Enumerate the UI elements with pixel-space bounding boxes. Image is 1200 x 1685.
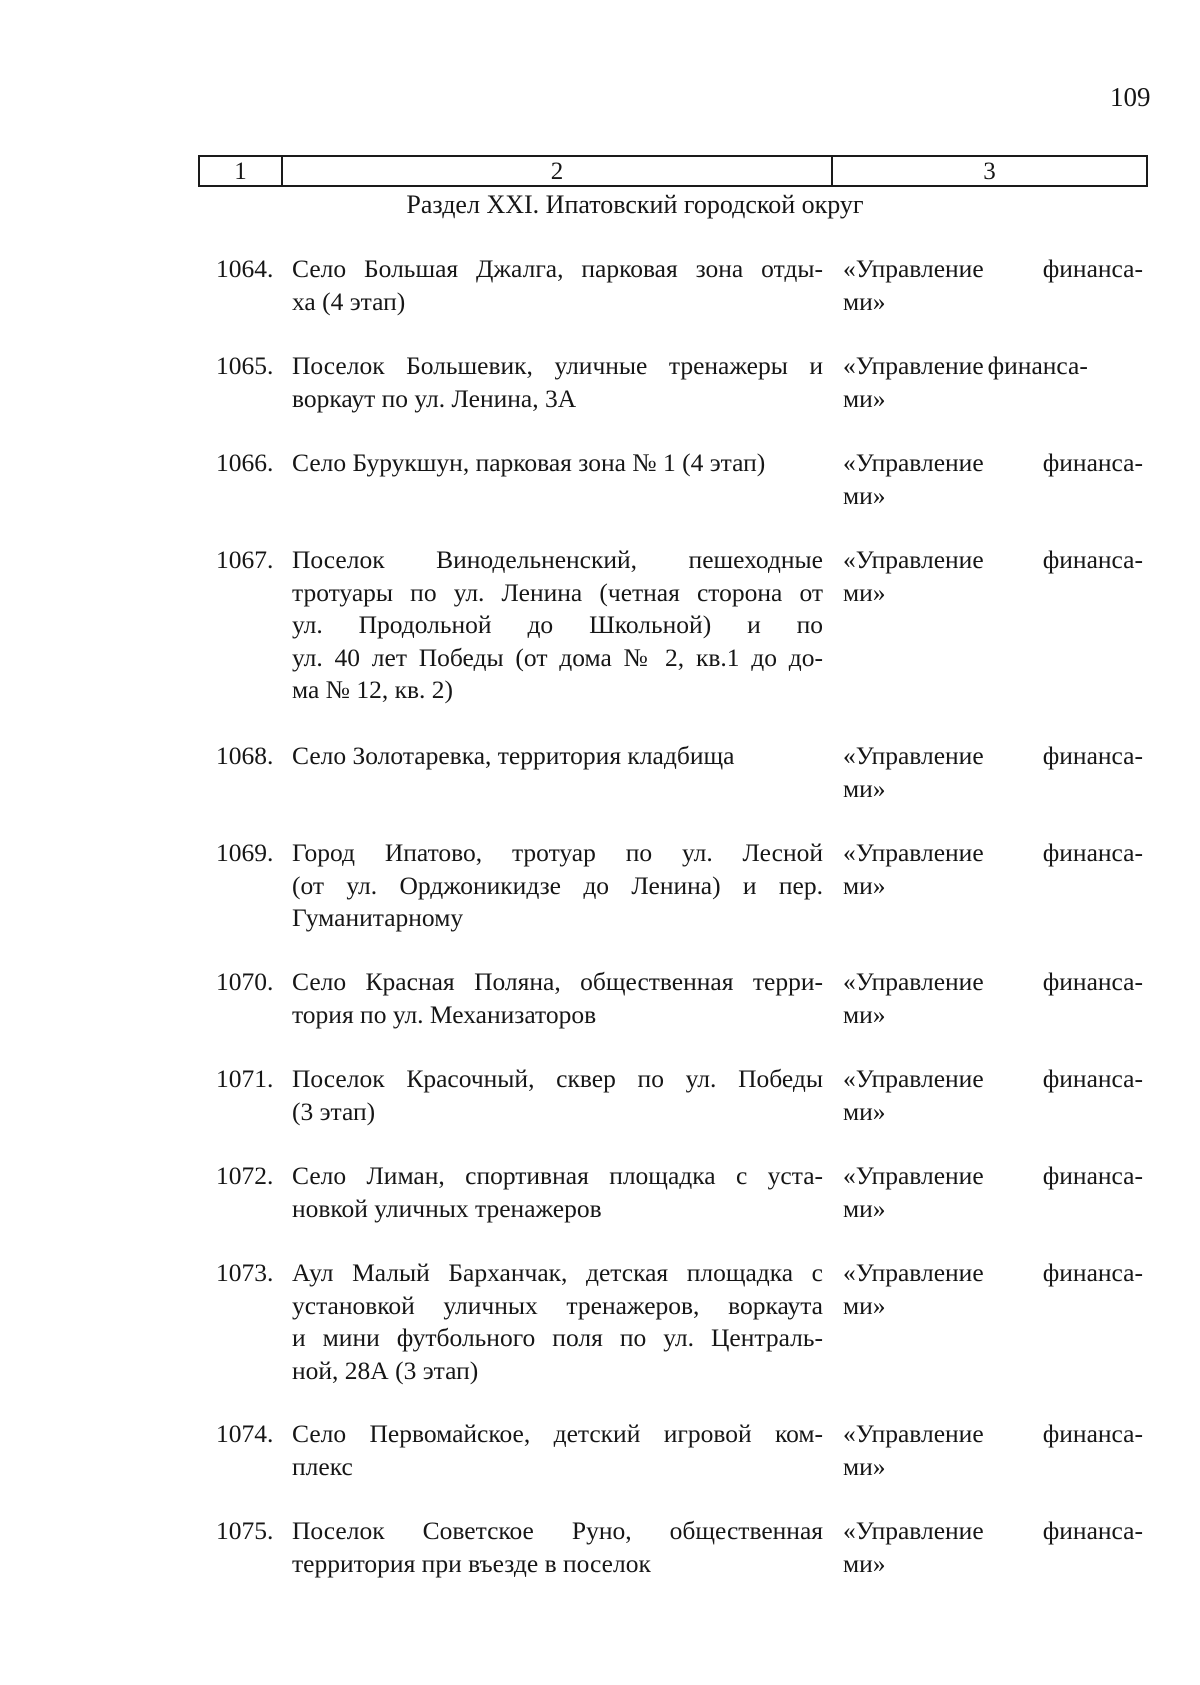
authority-part: ми» [843, 1451, 886, 1481]
authority-part: ми» [843, 1548, 886, 1578]
authority-part: финанса- [1042, 448, 1143, 477]
row-authority [843, 1160, 1143, 1225]
row-number: 1071. [216, 1064, 274, 1093]
authority-part: финанса- [1042, 1064, 1143, 1093]
description-line: Село Золотаревка, территория кладбища [292, 741, 735, 770]
description-line: Село Бурукшун, парковая зона № 1 (4 этап) [292, 448, 766, 477]
authority-part: «Управление [843, 1064, 984, 1093]
authority-part: «Управление [843, 254, 984, 283]
authority-part: финанса- [1042, 1419, 1143, 1448]
row-description [292, 740, 823, 773]
column-header-table [198, 155, 1148, 187]
row-description [292, 1515, 823, 1580]
description-line: Поселок Большевик, уличные тренажеры и [292, 351, 823, 380]
authority-part: финанса- [1042, 967, 1143, 996]
row-number: 1073. [216, 1258, 274, 1287]
authority-part: «Управление [843, 448, 984, 477]
description-line: ха (4 этап) [292, 286, 406, 316]
authority-part: ми» [843, 1290, 886, 1320]
row-number: 1064. [216, 254, 274, 283]
row-description [292, 253, 823, 318]
authority-part: «Управление [843, 1161, 984, 1190]
row-description [292, 447, 823, 480]
description-line: ул. Продольной до Школьной) и по [292, 610, 823, 639]
row-authority [843, 253, 1143, 318]
authority-part: финанса- [1042, 741, 1143, 770]
description-line: новкой уличных тренажеров [292, 1193, 602, 1223]
authority-part: «Управление [843, 351, 984, 380]
description-line: Село Лиман, спортивная площадка с уста- [292, 1161, 823, 1190]
row-description [292, 1418, 823, 1483]
row-number: 1072. [216, 1161, 274, 1190]
authority-part: ми» [843, 577, 886, 607]
description-line: Поселок Винодельненский, пешеходные [292, 545, 823, 574]
authority-part: «Управление [843, 545, 984, 574]
authority-part: ми» [843, 480, 886, 510]
description-line: Город Ипатово, тротуар по ул. Лесной [292, 838, 823, 867]
page-number: 109 [1110, 82, 1151, 112]
column-header-1: 1 [200, 157, 283, 185]
authority-part: «Управление [843, 838, 984, 867]
row-number: 1066. [216, 448, 274, 477]
description-line: ма № 12, кв. 2) [292, 675, 454, 704]
authority-part: ми» [843, 870, 886, 900]
description-line: и мини футбольного поля по ул. Централь- [292, 1323, 823, 1352]
authority-part: «Управление [843, 1258, 984, 1287]
description-line: установкой уличных тренажеров, воркаута [292, 1290, 823, 1320]
row-authority [843, 544, 1143, 609]
row-number: 1069. [216, 838, 274, 867]
authority-part: финанса- [1042, 1516, 1143, 1545]
authority-part: ми» [843, 999, 886, 1029]
row-authority [843, 1257, 1143, 1322]
authority-part: «Управление [843, 741, 984, 770]
description-line: Поселок Советское Руно, общественная [292, 1516, 823, 1545]
authority-part: финанса- [1042, 254, 1143, 283]
description-line: Аул Малый Барханчак, детская площадка с [292, 1258, 823, 1287]
description-line: плекс [292, 1451, 353, 1481]
description-line: (3 этап) [292, 1096, 376, 1126]
authority-part: ми» [843, 1096, 886, 1126]
row-authority [843, 740, 1143, 805]
description-line: территория при въезде в поселок [292, 1548, 651, 1578]
row-description [292, 350, 823, 415]
row-number: 1068. [216, 741, 274, 770]
authority-part: финанса- [1042, 838, 1143, 867]
row-description [292, 837, 823, 935]
description-line: ул. 40 лет Победы (от дома № 2, кв.1 до до- [292, 642, 823, 672]
row-number: 1070. [216, 967, 274, 996]
description-line: Гуманитарному [292, 903, 464, 932]
description-line: Поселок Красочный, сквер по ул. Победы [292, 1064, 823, 1093]
authority-part: «Управление [843, 1516, 984, 1545]
row-number: 1067. [216, 545, 274, 574]
row-description [292, 966, 823, 1031]
row-description [292, 1257, 823, 1387]
description-line: Село Красная Поляна, общественная терри- [292, 967, 823, 996]
authority-part: «Управление [843, 1419, 984, 1448]
row-authority [843, 350, 1143, 415]
authority-part: ми» [843, 1193, 886, 1223]
row-description [292, 544, 823, 707]
authority-part: «Управление [843, 967, 984, 996]
description-line: Село Большая Джалга, парковая зона отды- [292, 254, 823, 283]
authority-part: ми» [843, 286, 886, 316]
authority-part: финанса- [987, 351, 1088, 380]
row-description [292, 1063, 823, 1128]
authority-part: финанса- [1042, 545, 1143, 574]
description-line: Село Первомайское, детский игровой ком- [292, 1419, 823, 1448]
authority-part: ми» [843, 383, 886, 413]
row-number: 1075. [216, 1516, 274, 1545]
column-header-3: 3 [983, 157, 996, 185]
description-line: (от ул. Орджоникидзе до Ленина) и пер. [292, 870, 823, 900]
authority-part: финанса- [1042, 1161, 1143, 1190]
authority-part: финанса- [1042, 1258, 1143, 1287]
row-description [292, 1160, 823, 1225]
row-number: 1074. [216, 1419, 274, 1448]
section-title: Раздел XXI. Ипатовский городской округ [406, 190, 864, 219]
row-number: 1065. [216, 351, 274, 380]
row-authority [843, 966, 1143, 1031]
description-line: ной, 28А (3 этап) [292, 1355, 479, 1385]
authority-part: ми» [843, 773, 886, 803]
description-line: тротуары по ул. Ленина (четная сторона от [292, 577, 823, 607]
row-authority [843, 1515, 1143, 1580]
description-line: воркаут по ул. Ленина, 3А [292, 383, 577, 413]
row-authority [843, 1063, 1143, 1128]
row-authority [843, 447, 1143, 512]
column-header-2: 2 [283, 157, 833, 185]
row-authority [843, 1418, 1143, 1483]
row-authority [843, 837, 1143, 902]
description-line: тория по ул. Механизаторов [292, 999, 597, 1029]
